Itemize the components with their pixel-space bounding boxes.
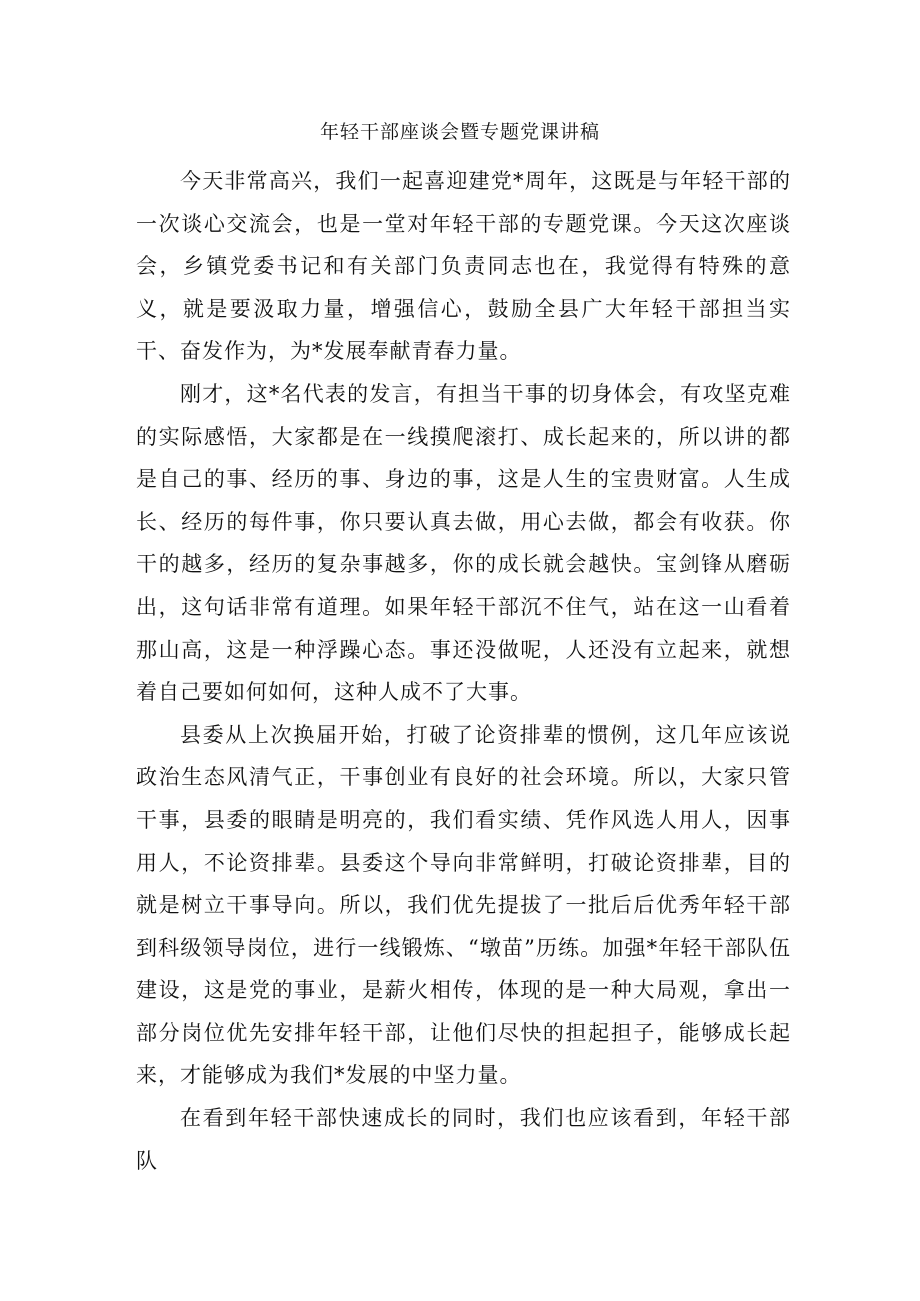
document-body (136, 160, 791, 1182)
paragraph-3: 县委从上次换届开始，打破了论资排辈的惯例，这几年应该说政治生态风清气正，干事创业有良好的社会环境。所以，大家只管干事，县委的眼睛是明亮的，我们看实绩、凭作风选人用人，因事用人，不论资排辈。县委这个导向非常鲜明，打破论资排辈，目的就是树立干事导向。所以，我们优先提拔了一批后后优秀年轻干部到科级领导岗位，进行一线锻炼、“墩苗”历练。加强*年轻干部队伍建设，这是党的事业，是薪火相传，体现的是一种大局观，拿出一部分岗位优先安排年轻干部，让他们尽快的担起担子，能够成长起来，才能够成为我们*发展的中坚力量。 (136, 722, 791, 1088)
document-title: 年轻干部座谈会暨专题党课讲稿 (319, 121, 600, 143)
paragraph-1: 今天非常高兴，我们一起喜迎建党*周年，这既是与年轻干部的一次谈心交流会，也是一堂对年轻干部的专题党课。今天这次座谈会，乡镇党委书记和有关部门负责同志也在，我觉得有特殊的意义，就是要汲取力量，增强信心，鼓励全县广大年轻干部担当实干、奋发作为，为*发展奉献青春力量。 (136, 169, 791, 364)
paragraph-4: 在看到年轻干部快速成长的同时，我们也应该看到，年轻干部队 (136, 1106, 791, 1173)
paragraph-2: 刚才，这*名代表的发言，有担当干事的切身体会，有攻坚克难的实际感悟，大家都是在一线摸爬滚打、成长起来的，所以讲的都是自己的事、经历的事、身边的事，这是人生的宝贵财富。人生成长、经历的每件事，你只要认真去做，用心去做，都会有收获。你干的越多，经历的复杂事越多，你的成长就会越快。宝剑锋从磨砺出，这句话非常有道理。如果年轻干部沉不住气，站在这一山看着那山高，这是一种浮躁心态。事还没做呢，人还没有立起来，就想着自己要如何如何，这种人成不了大事。 (136, 381, 791, 705)
